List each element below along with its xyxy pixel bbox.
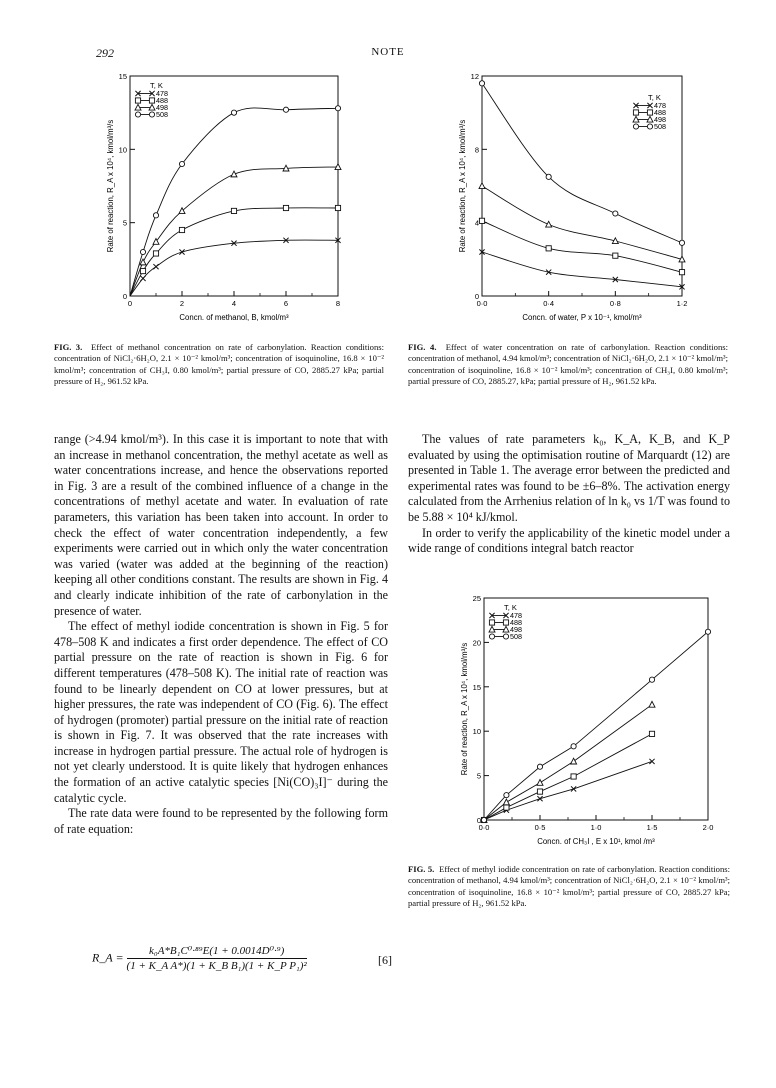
fig4-series-line bbox=[482, 221, 682, 272]
fig3-y-tick-label: 15 bbox=[118, 72, 127, 81]
left-paragraph-3: The rate data were found to be represented by the following form of rate equation: bbox=[54, 806, 388, 836]
fig4-caption-text: Effect of water concentration on rate of carbonylation. Reaction conditions: concentration of methanol, 4.94 kmol/m³; concentration of NiCl₂·6H₂O, 2.1 × 10⁻² kmol/m³; concentration of isoquinoline, 16.8 × 10⁻² kmol/m³; concentration of CH₃I, 0.80 kmol/m³; partial pressure of CO, 2885.27, kPa; partial pressure of H₂, 961.52 kPa. bbox=[408, 342, 728, 387]
fig3-series-line bbox=[130, 108, 338, 296]
fig4-data-point bbox=[679, 240, 684, 245]
fig5-x-tick-label: 0·5 bbox=[534, 823, 546, 832]
fig3-data-point bbox=[140, 249, 145, 254]
fig5-data-point bbox=[537, 764, 542, 769]
fig3-data-point bbox=[283, 107, 288, 112]
fig4-x-tick-label: 1·2 bbox=[676, 299, 688, 308]
fig4-caption bbox=[408, 342, 728, 388]
fig3-legend-marker bbox=[135, 112, 140, 117]
fig5-data-point bbox=[537, 796, 542, 801]
fig4-data-point bbox=[479, 183, 485, 189]
fig5-y-tick-label: 15 bbox=[472, 682, 481, 692]
fig5-legend-label: 488 bbox=[510, 618, 522, 627]
fig5-caption-text: Effect of methyl iodide concentration on rate of carbonylation. Reaction conditions: concentration of methanol, 4.94 kmol/m³; concentration of NiCl₂·6H₂O, 2.1 × 10⁻² kmol/m³; concentration of isoquinoline, 16.8 × 10⁻² kmol/m³; partial pressure of CO, 2885.27 kPa; partial pressure of H₂, 961.52 kPa. bbox=[408, 864, 730, 909]
fig5-data-point bbox=[705, 629, 710, 634]
fig3-caption bbox=[54, 342, 384, 388]
fig5-data-point bbox=[571, 744, 576, 749]
fig3-legend-marker bbox=[149, 112, 154, 117]
fig3-legend-label: 498 bbox=[156, 103, 168, 112]
fig4-series-line bbox=[482, 252, 682, 287]
fig4-chart bbox=[440, 70, 710, 320]
fig3-x-tick-label: 8 bbox=[335, 299, 341, 308]
equation-fraction bbox=[127, 944, 307, 972]
fig3-series-478 bbox=[130, 238, 341, 296]
fig3-data-point bbox=[231, 110, 236, 115]
fig3-series-line bbox=[130, 167, 338, 296]
fig5-y-tick-label: 0 bbox=[476, 816, 481, 825]
fig4-data-point bbox=[546, 246, 551, 251]
fig3-x-tick-label: 4 bbox=[231, 299, 237, 308]
fig3-series-508 bbox=[130, 106, 341, 296]
fig5-caption-label: FIG. 5. bbox=[408, 864, 435, 874]
fig5-y-tick-label: 10 bbox=[472, 727, 481, 737]
fig4-data-point bbox=[679, 270, 684, 275]
fig3-legend-title: T, K bbox=[150, 81, 163, 90]
fig5-legend-title: T, K bbox=[504, 603, 517, 612]
fig4-series-478 bbox=[479, 249, 684, 289]
fig5-data-point bbox=[649, 731, 654, 736]
fig3-legend-label: 508 bbox=[156, 110, 168, 119]
fig3-data-point bbox=[231, 208, 236, 213]
fig5-legend-marker bbox=[489, 620, 494, 625]
fig4-data-point bbox=[613, 211, 618, 216]
right-paragraph-1: The values of rate parameters k₀, K_A, K_B, and K_P evaluated by using the optimisation routine of Marquardt (12) are presented in Table 1. The average error between the predicted and experimental rates was found to be ±6–8%. The activation energy calculated from the Arrhenius relation of ln k₀ vs 1/T was found to be 5.88 × 10⁴ kJ/kmol. bbox=[408, 432, 730, 524]
fig5-series-line bbox=[484, 632, 708, 820]
fig3-legend-marker bbox=[149, 98, 154, 103]
fig3-data-point bbox=[153, 264, 158, 269]
fig3-series-488 bbox=[130, 205, 341, 296]
fig3-series-line bbox=[130, 240, 338, 296]
fig3-data-point bbox=[231, 171, 237, 177]
fig5-series-508 bbox=[481, 629, 710, 822]
equation-numerator: k₀A*B₁C⁰·⁸⁹E(1 + 0.0014D⁰·⁹) bbox=[127, 944, 307, 959]
fig4-legend-marker bbox=[633, 110, 638, 115]
equation-number: [6] bbox=[378, 953, 392, 967]
fig5-series-498 bbox=[481, 701, 655, 822]
fig5-x-axis-label: Concn. of CH₃I , E x 10¹, kmol /m³ bbox=[537, 837, 655, 846]
fig4-x-axis-label: Concn. of water, P x 10⁻¹, kmol/m³ bbox=[522, 313, 642, 322]
fig4-legend-label: 478 bbox=[654, 101, 666, 110]
fig3-x-axis-label: Concn. of methanol, B, kmol/m³ bbox=[179, 313, 289, 322]
fig5-y-tick-label: 5 bbox=[476, 771, 481, 781]
equation-denominator: (1 + K_A A*)(1 + K_B B₁)(1 + K_P P₁)² bbox=[126, 960, 307, 972]
fig4-series-line bbox=[482, 186, 682, 259]
fig5-legend-marker bbox=[489, 634, 494, 639]
fig3-x-tick-label: 0 bbox=[127, 299, 133, 308]
fig5-series-line bbox=[484, 705, 652, 820]
fig3-data-point bbox=[179, 249, 184, 254]
fig3-data-point bbox=[140, 268, 145, 273]
fig4-legend-marker bbox=[647, 110, 652, 115]
fig5-data-point bbox=[571, 786, 576, 791]
fig3-legend-label: 488 bbox=[156, 96, 168, 105]
fig3-chart bbox=[88, 70, 358, 320]
fig3-y-tick-label: 0 bbox=[122, 292, 127, 301]
fig5-legend-marker bbox=[503, 620, 508, 625]
fig4-legend bbox=[633, 93, 666, 131]
fig4-legend-label: 488 bbox=[654, 108, 666, 117]
fig3-y-tick-label: 10 bbox=[118, 145, 127, 155]
fig3-caption-text: Effect of methanol concentration on rate of carbonylation. Reaction conditions: concentration of NiCl₂·6H₂O, 2.1 × 10⁻² kmol/m³; concentration of isoquinoline, 16.8 × 10⁻² kmol/m³; concentration of CH₃I, 0.80 kmol/m³; partial pressure of CO, 2885.27 kPa; partial pressure of H₂, 961.52 kPa. bbox=[54, 342, 385, 387]
left-paragraph-2: The effect of methyl iodide concentration is shown in Fig. 5 for 478–508 K and indicates a first order dependence. The effect of CO partial pressure on the rate of reaction is shown in Fig. 6 for different temperatures (478–508 K). The initial rate of reaction was found to be linearly dependent on CO at lower pressures, but at higher pressures, the rate was independent of CO (Fig. 6). The effect of hydrogen (promoter) partial pressure on the initial rate of reaction is shown in Fig. 7. It was observed that the rate increases with increase in hydrogen partial pressure. The actual role of hydrogen is not yet clearly understood. It is quite likely that hydrogen enhances the formation of an active catalytic species [Ni(CO)₃I]⁻ during the catalytic cycle. bbox=[54, 619, 388, 805]
fig3-x-tick-label: 6 bbox=[283, 299, 289, 308]
fig5-series-478 bbox=[481, 759, 654, 823]
fig5-data-point bbox=[504, 793, 509, 798]
fig5-x-tick-label: 0·0 bbox=[478, 823, 490, 832]
fig5-x-tick-label: 1·0 bbox=[590, 823, 602, 832]
fig5-legend-marker bbox=[503, 634, 508, 639]
fig5-y-tick-label: 25 bbox=[472, 594, 481, 603]
fig5-chart bbox=[448, 592, 723, 857]
fig4-legend-label: 508 bbox=[654, 122, 666, 131]
fig4-legend-marker bbox=[633, 124, 638, 129]
fig5-legend-label: 478 bbox=[510, 611, 522, 620]
fig4-series-498 bbox=[479, 183, 685, 262]
fig3-data-point bbox=[179, 227, 184, 232]
fig3-data-point bbox=[153, 213, 158, 218]
fig3-data-point bbox=[335, 106, 340, 111]
fig3-data-point bbox=[153, 251, 158, 256]
fig3-y-tick-label: 5 bbox=[122, 218, 127, 228]
fig5-data-point bbox=[537, 780, 543, 786]
equation-lhs: R_A = bbox=[92, 950, 124, 965]
fig5-x-tick-label: 2·0 bbox=[702, 823, 714, 832]
fig5-legend-label: 508 bbox=[510, 632, 522, 641]
fig5-series-488 bbox=[481, 731, 654, 822]
fig5-data-point bbox=[571, 758, 577, 764]
fig5-data-point bbox=[537, 789, 542, 794]
fig4-caption-label: FIG. 4. bbox=[408, 342, 437, 352]
right-paragraph-2: In order to verify the applicability of the kinetic model under a wide range of conditions integral batch reactor bbox=[408, 525, 730, 556]
fig3-data-point bbox=[179, 161, 184, 166]
fig5-data-point bbox=[504, 805, 509, 810]
fig5-data-point bbox=[649, 701, 655, 707]
fig3-legend-marker bbox=[135, 98, 140, 103]
fig4-y-tick-label: 8 bbox=[474, 145, 479, 155]
fig5-data-point bbox=[481, 817, 486, 822]
fig5-legend bbox=[489, 603, 522, 641]
fig5-series-line bbox=[484, 761, 652, 820]
rate-equation bbox=[92, 944, 392, 972]
fig5-data-point bbox=[649, 677, 654, 682]
fig4-y-axis-label: Rate of reaction, R_A x 10⁴, kmol/m³/s bbox=[458, 119, 467, 253]
running-head: NOTE bbox=[371, 46, 405, 58]
fig4-series-488 bbox=[479, 218, 684, 275]
fig3-legend-label: 478 bbox=[156, 89, 168, 98]
fig5-y-tick-label: 20 bbox=[472, 638, 481, 648]
fig3-series-498 bbox=[130, 164, 341, 296]
fig4-legend-title: T, K bbox=[648, 93, 661, 102]
fig3-data-point bbox=[140, 276, 145, 281]
fig4-plot-frame bbox=[482, 76, 682, 296]
fig3-data-point bbox=[335, 205, 340, 210]
page-number: 292 bbox=[96, 46, 114, 60]
fig4-legend-label: 498 bbox=[654, 115, 666, 124]
fig4-x-tick-label: 0·8 bbox=[609, 299, 621, 308]
fig5-data-point bbox=[571, 774, 576, 779]
right-column bbox=[408, 432, 730, 557]
fig4-data-point bbox=[479, 81, 484, 86]
fig4-x-tick-label: 0·0 bbox=[476, 299, 488, 308]
fig3-x-tick-label: 2 bbox=[179, 299, 185, 308]
fig3-legend bbox=[135, 81, 168, 119]
left-paragraph-1: range (>4.94 kmol/m³). In this case it is important to note that with an increase in methanol concentration, the methyl acetate as well as water concentrations increase, and hence the observations reported in Fig. 3 are a result of the combined influence of a change in the concentrations of methyl acetate and water. In evaluation of rate parameters, this variation has been taken into account. In order to check the effect of water concentration independently, a few experiments were carried out in which only the water concentration was varied (water was added at the beginning of the reaction) keeping all other conditions constant. The results are shown in Fig. 4 and clearly indicate inhibition of the rate of carbonylation in the presence of water. bbox=[54, 432, 388, 618]
fig4-y-tick-label: 0 bbox=[474, 292, 479, 301]
fig4-data-point bbox=[613, 253, 618, 258]
fig3-y-axis-label: Rate of reaction, R_A x 10⁴, kmol/m³/s bbox=[106, 119, 115, 253]
fig4-data-point bbox=[546, 221, 552, 227]
fig4-data-point bbox=[546, 174, 551, 179]
fig5-data-point bbox=[649, 759, 654, 764]
fig5-caption bbox=[408, 864, 730, 910]
fig5-x-tick-label: 1·5 bbox=[646, 823, 658, 832]
fig3-data-point bbox=[283, 205, 288, 210]
fig5-data-point bbox=[503, 799, 509, 805]
fig5-legend-label: 498 bbox=[510, 625, 522, 634]
fig4-y-tick-label: 12 bbox=[470, 72, 479, 81]
fig4-x-tick-label: 0·4 bbox=[543, 299, 555, 308]
fig4-legend-marker bbox=[647, 124, 652, 129]
fig3-series-line bbox=[130, 208, 338, 296]
fig3-caption-label: FIG. 3. bbox=[54, 342, 83, 352]
fig5-y-axis-label: Rate of reaction, R_A x 10⁴, kmol/m³/s bbox=[460, 642, 469, 776]
fig4-y-tick-label: 4 bbox=[474, 218, 479, 228]
fig4-data-point bbox=[479, 218, 484, 223]
left-column bbox=[54, 432, 388, 837]
